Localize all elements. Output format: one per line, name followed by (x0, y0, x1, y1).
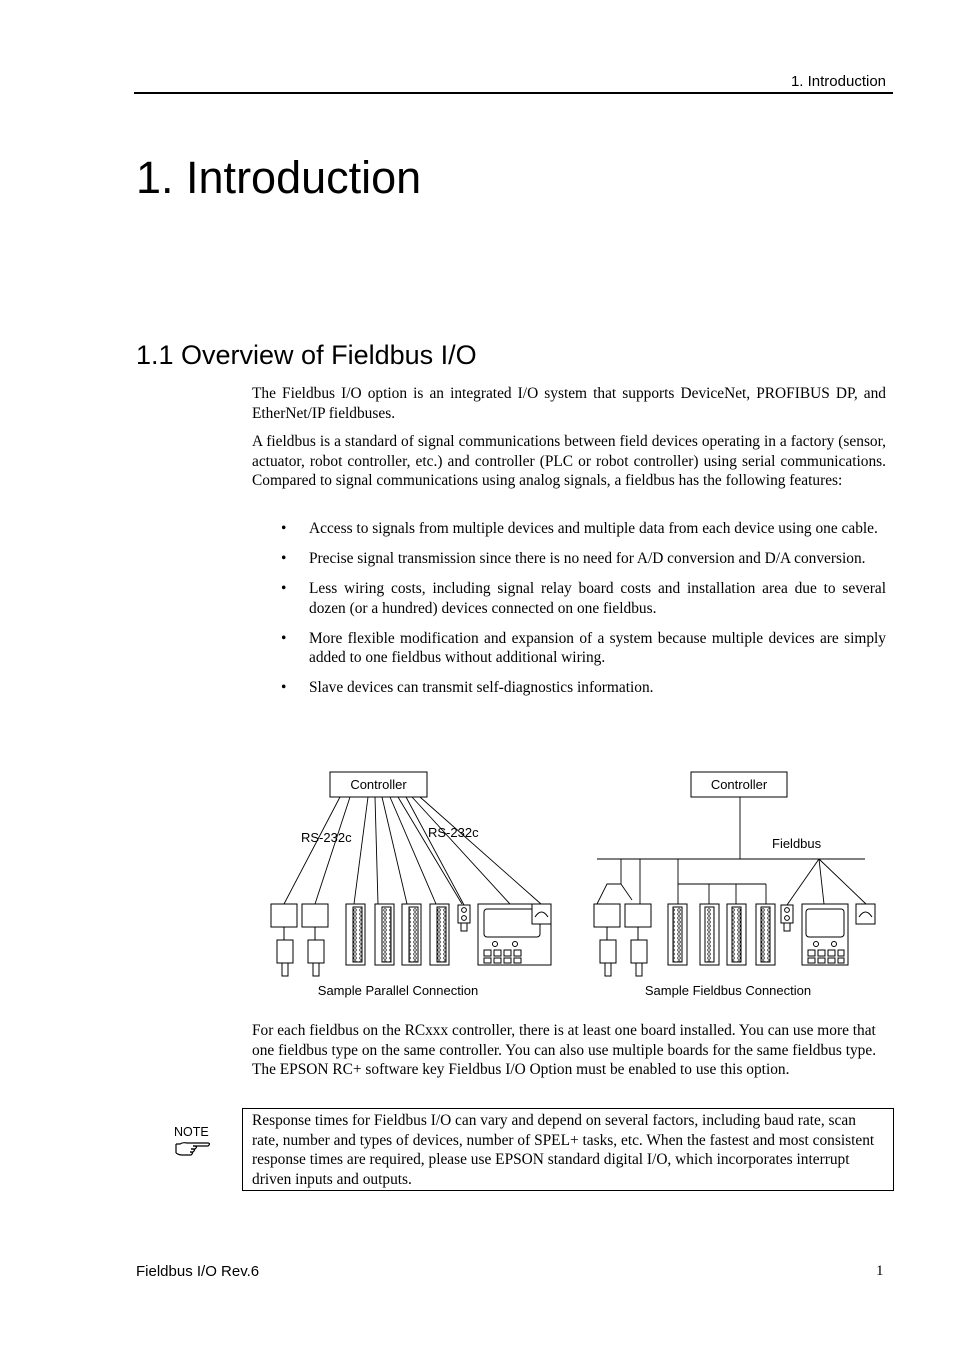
note-label: NOTE (174, 1125, 209, 1139)
rs232-label: RS-232c (428, 825, 479, 840)
rs232-label: RS-232c (301, 830, 352, 845)
feature-text: More flexible modification and expansion of a system because multiple devices are simply added to one fieldbus without additional wiring. (309, 629, 886, 666)
list-item (252, 678, 886, 698)
operator-panel (802, 904, 848, 965)
gauge-device (856, 904, 875, 924)
list-item (252, 579, 886, 618)
io-terminal-block (346, 904, 365, 965)
io-terminal-block (668, 904, 687, 965)
feature-text: Precise signal transmission since there is no need for A/D conversion and D/A conversion. (309, 550, 866, 567)
sensor-device (625, 904, 651, 976)
running-header: 1. Introduction (790, 73, 886, 90)
fieldbus-label: Fieldbus (772, 836, 822, 851)
definition-paragraph: A fieldbus is a standard of signal communications between field devices operating in a factory (sensor, actuator, robot controller, etc.) and controller (PLC or robot controller) using serial communications. Compared to signal communications using analog signals, a fieldbus has the following features: (252, 433, 886, 489)
sensor-device (594, 904, 620, 976)
io-terminal-block (700, 904, 719, 965)
footer-doc-title: Fieldbus I/O Rev.6 (136, 1263, 260, 1280)
boards-paragraph: For each fieldbus on the RCxxx controller, there is at least one board installed. You can use more that one fieldbus type on the same controller. You can also use multiple boards for the same fieldbus type. The EPSON RC+ software key Fieldbus I/O Option must be enabled to use this option. (252, 1022, 877, 1078)
bullet-icon: • (281, 550, 287, 567)
feature-text: Less wiring costs, including signal relay board costs and installation area due to several dozen (or a hundred) devices connected on one fieldbus. (309, 580, 886, 617)
sensor-device (271, 904, 297, 976)
list-item (252, 519, 886, 539)
feature-list (252, 519, 886, 708)
list-item (252, 549, 886, 569)
bullet-icon: • (281, 520, 287, 537)
chapter-title: 1. Introduction (136, 152, 422, 203)
fieldbus-caption: Sample Fieldbus Connection (644, 983, 812, 998)
switch-device (781, 905, 793, 931)
io-terminal-block (375, 904, 394, 965)
io-terminal-block (402, 904, 421, 965)
bullet-icon: • (281, 679, 287, 696)
parallel-connection-diagram (271, 772, 551, 998)
io-terminal-block (430, 904, 449, 965)
controller-label: Controller (710, 777, 768, 792)
page-number: 1 (876, 1263, 884, 1279)
io-terminal-block (727, 904, 746, 965)
switch-device (458, 905, 470, 931)
list-item (252, 629, 886, 668)
header-rule (134, 92, 893, 94)
section-title: 1.1 Overview of Fieldbus I/O (136, 340, 477, 370)
bullet-icon: • (281, 580, 287, 597)
intro-paragraph: The Fieldbus I/O option is an integrated I/O system that supports DeviceNet, PROFIBUS DP, and EtherNet/IP fieldbuses. (252, 385, 886, 422)
connection-diagram (262, 764, 882, 1008)
gauge-device (532, 904, 551, 924)
feature-text: Slave devices can transmit self-diagnostics information. (309, 679, 654, 696)
fieldbus-connection-diagram (594, 772, 875, 998)
bullet-icon: • (281, 629, 287, 647)
parallel-wires (284, 797, 541, 905)
sensor-device (302, 904, 328, 976)
fieldbus-wires (597, 797, 866, 905)
parallel-caption: Sample Parallel Connection (317, 983, 479, 998)
controller-label: Controller (350, 777, 407, 792)
io-terminal-block (756, 904, 775, 965)
feature-text: Access to signals from multiple devices and multiple data from each device using one cable. (309, 520, 878, 537)
pointing-hand-icon (174, 1140, 212, 1162)
note-box: Response times for Fieldbus I/O can vary and depend on several factors, including baud rate, scan rate, number and types of devices, number of SPEL+ tasks, etc. When the fastest and most consistent response times are required, please use EPSON standard digital I/O, which incorporates interrupt driven inputs and outputs. (242, 1108, 894, 1191)
